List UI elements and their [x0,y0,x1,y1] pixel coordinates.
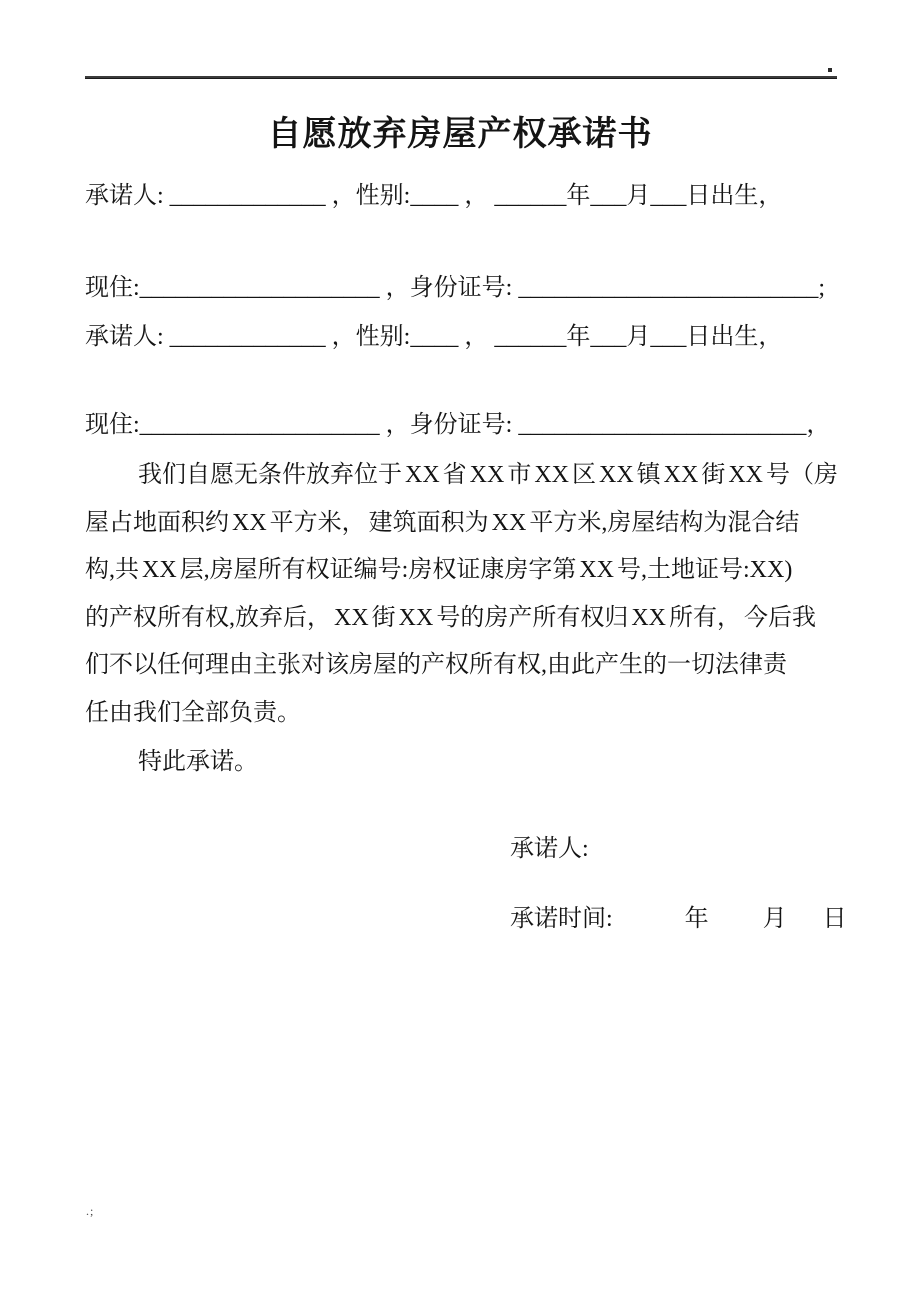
signature-name-label: 承诺人: [510,836,589,862]
document-title: 自愿放弃房屋产权承诺书 [267,116,653,153]
closing-statement: 特此承诺。 [138,749,258,775]
promisor-2-info-line: 承诺人: _____________ ，性别:____ ， ______年___月___日出生， [85,324,783,350]
signature-date-line: 承诺时间: 年 月 日 [510,906,847,932]
paragraph-line-2: 屋占地面积约 XX 平方米， 建筑面积为 XX 平方米,房屋结构为混合结 [85,509,800,536]
footer-mark: .; [86,1204,95,1218]
promisor-1-address-id-line: 现住:____________________ ，身份证号: _________________________; [85,275,826,301]
paragraph-line-3: 构,共 XX 层,房屋所有权证编号:房权证康房字第 XX 号,土地证号:XX) [85,557,793,583]
promisor-2-address-id-line: 现住:____________________ ，身份证号: ________________________， [85,412,831,438]
paragraph-line-6: 任由我们全部负责。 [85,699,301,726]
paragraph-line-1: 我们自愿无条件放弃位于 XX 省 XX 市 XX 区 XX 镇 XX 街 XX 号（房 [138,462,838,488]
header-rule [85,76,837,79]
header-dot-mark [828,68,832,72]
body-paragraph [85,452,845,737]
promisor-1-info-line: 承诺人: _____________ ，性别:____ ， ______年___月___日出生， [85,183,783,209]
paragraph-line-5: 们不以任何理由主张对该房屋的产权所有权,由此产生的一切法律责 [85,652,787,678]
paragraph-line-4: 的产权所有权,放弃后， XX 街 XX 号的房产所有权归 XX 所有， 今后我 [85,604,816,631]
